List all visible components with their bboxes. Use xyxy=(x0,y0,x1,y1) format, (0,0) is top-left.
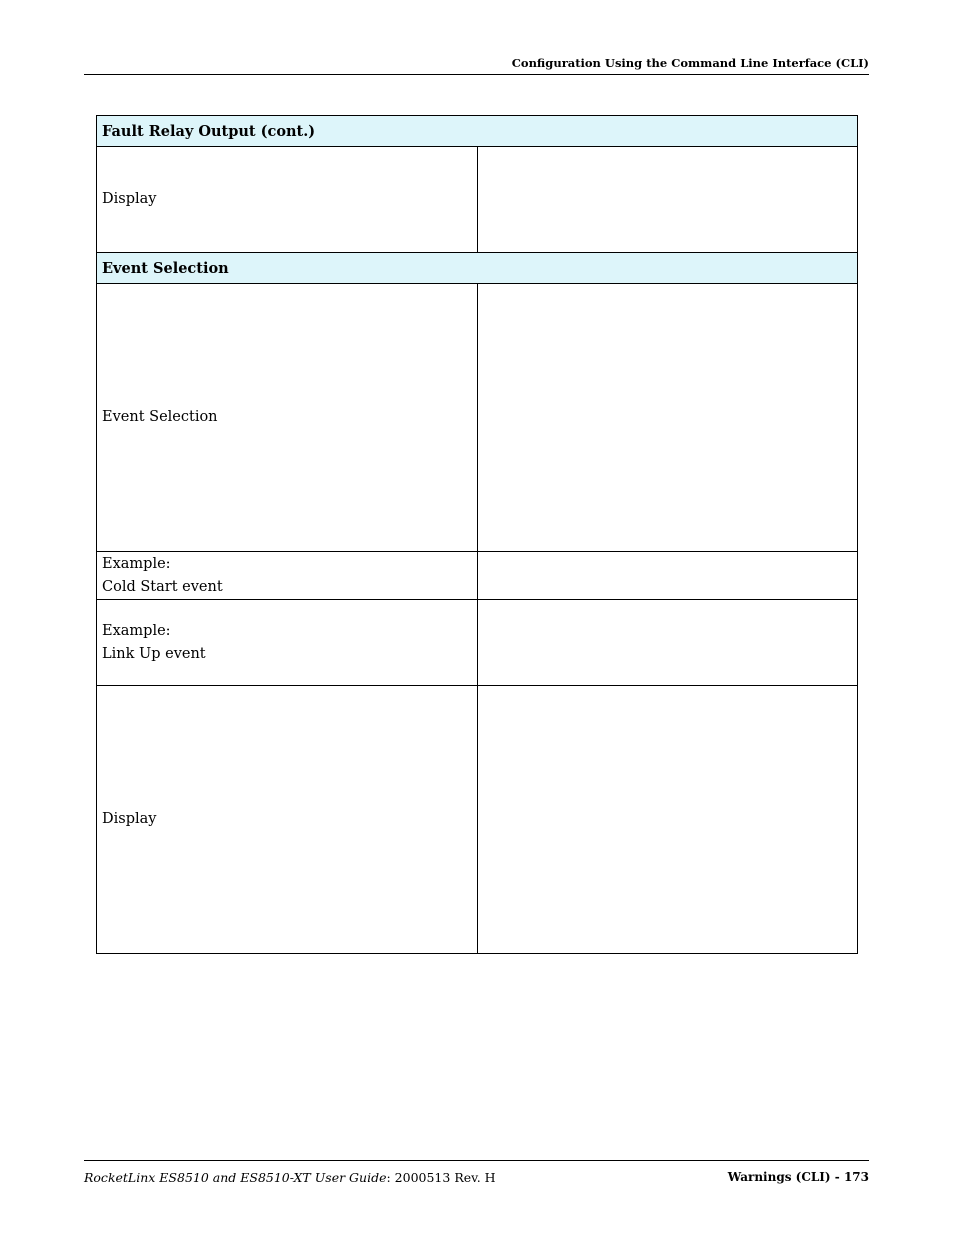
row-content xyxy=(477,600,858,686)
footer-page-number: Warnings (CLI) - 173 xyxy=(727,1170,869,1184)
row-label-line: Link Up event xyxy=(102,645,206,662)
table-row xyxy=(97,284,858,552)
table-section-row xyxy=(97,116,858,147)
running-header: Configuration Using the Command Line Interface (CLI) xyxy=(511,56,869,70)
row-content xyxy=(477,147,858,253)
row-label xyxy=(97,600,478,686)
header-rule xyxy=(84,74,869,75)
table-row xyxy=(97,147,858,253)
row-label-line: Cold Start event xyxy=(102,578,223,595)
row-label xyxy=(97,686,478,954)
row-label-line: Example: xyxy=(102,622,171,639)
doc-number: : 2000513 Rev. H xyxy=(386,1170,496,1185)
guide-title: RocketLinx ES8510 and ES8510-XT User Guide xyxy=(84,1170,387,1185)
row-content xyxy=(477,686,858,954)
footer-rule xyxy=(84,1160,869,1161)
row-label-line: Display xyxy=(102,191,157,207)
table-row xyxy=(97,686,858,954)
footer-guide-reference xyxy=(84,1170,496,1185)
cli-reference-table xyxy=(96,115,858,954)
row-content xyxy=(477,284,858,552)
table-section-row xyxy=(97,253,858,284)
section-title-event-selection: Event Selection xyxy=(97,253,858,284)
row-label-line: Example: xyxy=(102,555,171,572)
table-row xyxy=(97,552,858,600)
row-content xyxy=(477,552,858,600)
row-label-line: Display xyxy=(102,811,157,827)
section-title-fault-relay: Fault Relay Output (cont.) xyxy=(97,116,858,147)
row-label xyxy=(97,147,478,253)
table-row xyxy=(97,600,858,686)
row-label xyxy=(97,284,478,552)
row-label-line: Event Selection xyxy=(102,409,218,425)
row-label xyxy=(97,552,478,600)
